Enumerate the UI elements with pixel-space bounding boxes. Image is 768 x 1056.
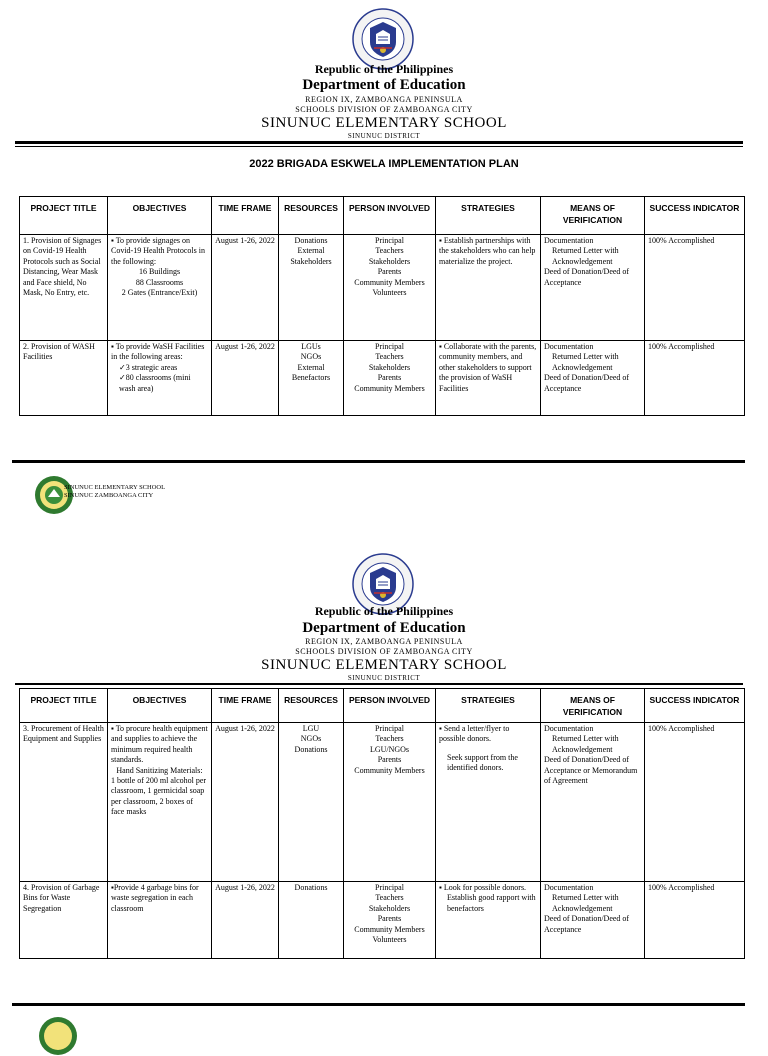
verification-cell: Documentation Returned Letter with Acknowledgement Deed of Donation/Deed of Acceptance or Memorandum of Agreement [541,723,645,882]
header-rule [15,141,743,144]
region-line: REGION IX, ZAMBOANGA PENINSULA [305,95,463,104]
project-cell: 2. Provision of WASH Facilities [20,341,108,416]
objectives-cell: ▪Provide 4 garbage bins for waste segregation in each classroom [108,882,212,959]
school-name: SINUNUC ELEMENTARY SCHOOL [261,657,507,673]
col-means-of-verification: MEANS OF VERIFICATION [541,197,645,235]
footer-address: SINUNUC ZAMBOANGA CITY [64,492,154,499]
col-objectives: OBJECTIVES [108,197,212,235]
strategies-cell: ▪ Look for possible donors. Establish good rapport with benefactors [436,882,541,959]
col-success-indicator: SUCCESS INDICATOR [645,197,745,235]
footer-rule [12,460,745,463]
division-line: SCHOOLS DIVISION OF ZAMBOANGA CITY [295,105,473,114]
strategies-cell: ▪ Establish partnerships with the stakeholders who can help materialize the project. [436,235,541,341]
persons-cell: Principal Teachers Stakeholders Parents Community Members [344,341,436,416]
footer-rule [12,1003,745,1006]
objectives-cell: ▪ To provide signages on Covid-19 Health Protocols in the following: 16 Buildings 88 Classrooms 2 Gates (Entrance/Exit) [108,235,212,341]
col-strategies: STRATEGIES [436,689,541,723]
table-row [20,341,745,416]
deped-seal-logo [352,8,414,70]
project-cell: 3. Procurement of Health Equipment and Supplies [20,723,108,882]
header-rule [15,683,743,685]
verification-cell: Documentation Returned Letter with Acknowledgement Deed of Donation/Deed of Acceptance [541,882,645,959]
verification-cell: Documentation Returned Letter with Acknowledgement Deed of Donation/Deed of Acceptance [541,235,645,341]
objectives-cell: ▪ To procure health equipment and supplies to achieve the minimum required health standards. Hand Sanitizing Materials: 1 bottle of 200 ml alcohol per classroom, 1 germicidal soap per classroom, 2 boxes of face masks [108,723,212,882]
school-name: SINUNUC ELEMENTARY SCHOOL [261,115,507,131]
district-line: SINUNUC DISTRICT [347,132,421,140]
table-row [20,235,745,341]
footer-school: SINUNUC ELEMENTARY SCHOOL [64,484,166,491]
verification-cell: Documentation Returned Letter with Acknowledgement Deed of Donation/Deed of Acceptance [541,341,645,416]
indicator-cell: 100% Accomplished [645,723,745,882]
indicator-cell: 100% Accomplished [645,235,745,341]
project-cell: 4. Provision of Garbage Bins for Waste Segregation [20,882,108,959]
strategies-cell: ▪ Collaborate with the parents, community members, and other stakeholders to support the provision of WaSH Facilities [436,341,541,416]
department-heading: Department of Education [302,620,466,636]
table-row [20,723,745,882]
resources-cell: LGUs NGOs External Benefactors [279,341,344,416]
timeframe-cell: August 1-26, 2022 [212,882,279,959]
project-cell: 1. Provision of Signages on Covid-19 Health Protocols such as Social Distancing, Wear Mask and Face shield, No Mask, No Entry, etc. [20,235,108,341]
timeframe-cell: August 1-26, 2022 [212,341,279,416]
header-rule-thin [15,146,743,147]
table-header-row [20,197,745,235]
col-person-involved: PERSON INVOLVED [344,689,436,723]
timeframe-cell: August 1-26, 2022 [212,723,279,882]
indicator-cell: 100% Accomplished [645,341,745,416]
col-success-indicator: SUCCESS INDICATOR [645,689,745,723]
col-resources: RESOURCES [279,689,344,723]
objectives-cell: ▪ To provide WaSH Facilities in the following areas: ✓3 strategic areas ✓80 classrooms (mini wash area) [108,341,212,416]
col-project-title: PROJECT TITLE [20,197,108,235]
resources-cell: LGU NGOs Donations [279,723,344,882]
plan-title: 2022 BRIGADA ESKWELA IMPLEMENTATION PLAN [249,158,519,170]
district-line: SINUNUC DISTRICT [347,674,421,682]
table-header-row [20,689,745,723]
region-line: REGION IX, ZAMBOANGA PENINSULA [305,637,463,646]
col-resources: RESOURCES [279,197,344,235]
resources-cell: Donations [279,882,344,959]
persons-cell: Principal Teachers LGU/NGOs Parents Community Members [344,723,436,882]
republic-heading: Republic of the Philippines [314,604,454,618]
col-time-frame: TIME FRAME [212,197,279,235]
col-person-involved: PERSON INVOLVED [344,197,436,235]
indicator-cell: 100% Accomplished [645,882,745,959]
department-heading: Department of Education [302,77,466,93]
division-line: SCHOOLS DIVISION OF ZAMBOANGA CITY [295,647,473,656]
republic-heading: Republic of the Philippines [314,62,454,76]
col-project-title: PROJECT TITLE [20,689,108,723]
persons-cell: Principal Teachers Stakeholders Parents Community Members Volunteers [344,235,436,341]
timeframe-cell: August 1-26, 2022 [212,235,279,341]
col-objectives: OBJECTIVES [108,689,212,723]
resources-cell: Donations External Stakeholders [279,235,344,341]
school-logo [38,1016,78,1056]
col-strategies: STRATEGIES [436,197,541,235]
col-means-of-verification: MEANS OF VERIFICATION [541,689,645,723]
strategies-cell: ▪ Send a letter/flyer to possible donors. Seek support from the identified donors. [436,723,541,882]
col-time-frame: TIME FRAME [212,689,279,723]
table-row [20,882,745,959]
implementation-table [19,688,745,959]
persons-cell: Principal Teachers Stakeholders Parents Community Members Volunteers [344,882,436,959]
implementation-table [19,196,745,416]
